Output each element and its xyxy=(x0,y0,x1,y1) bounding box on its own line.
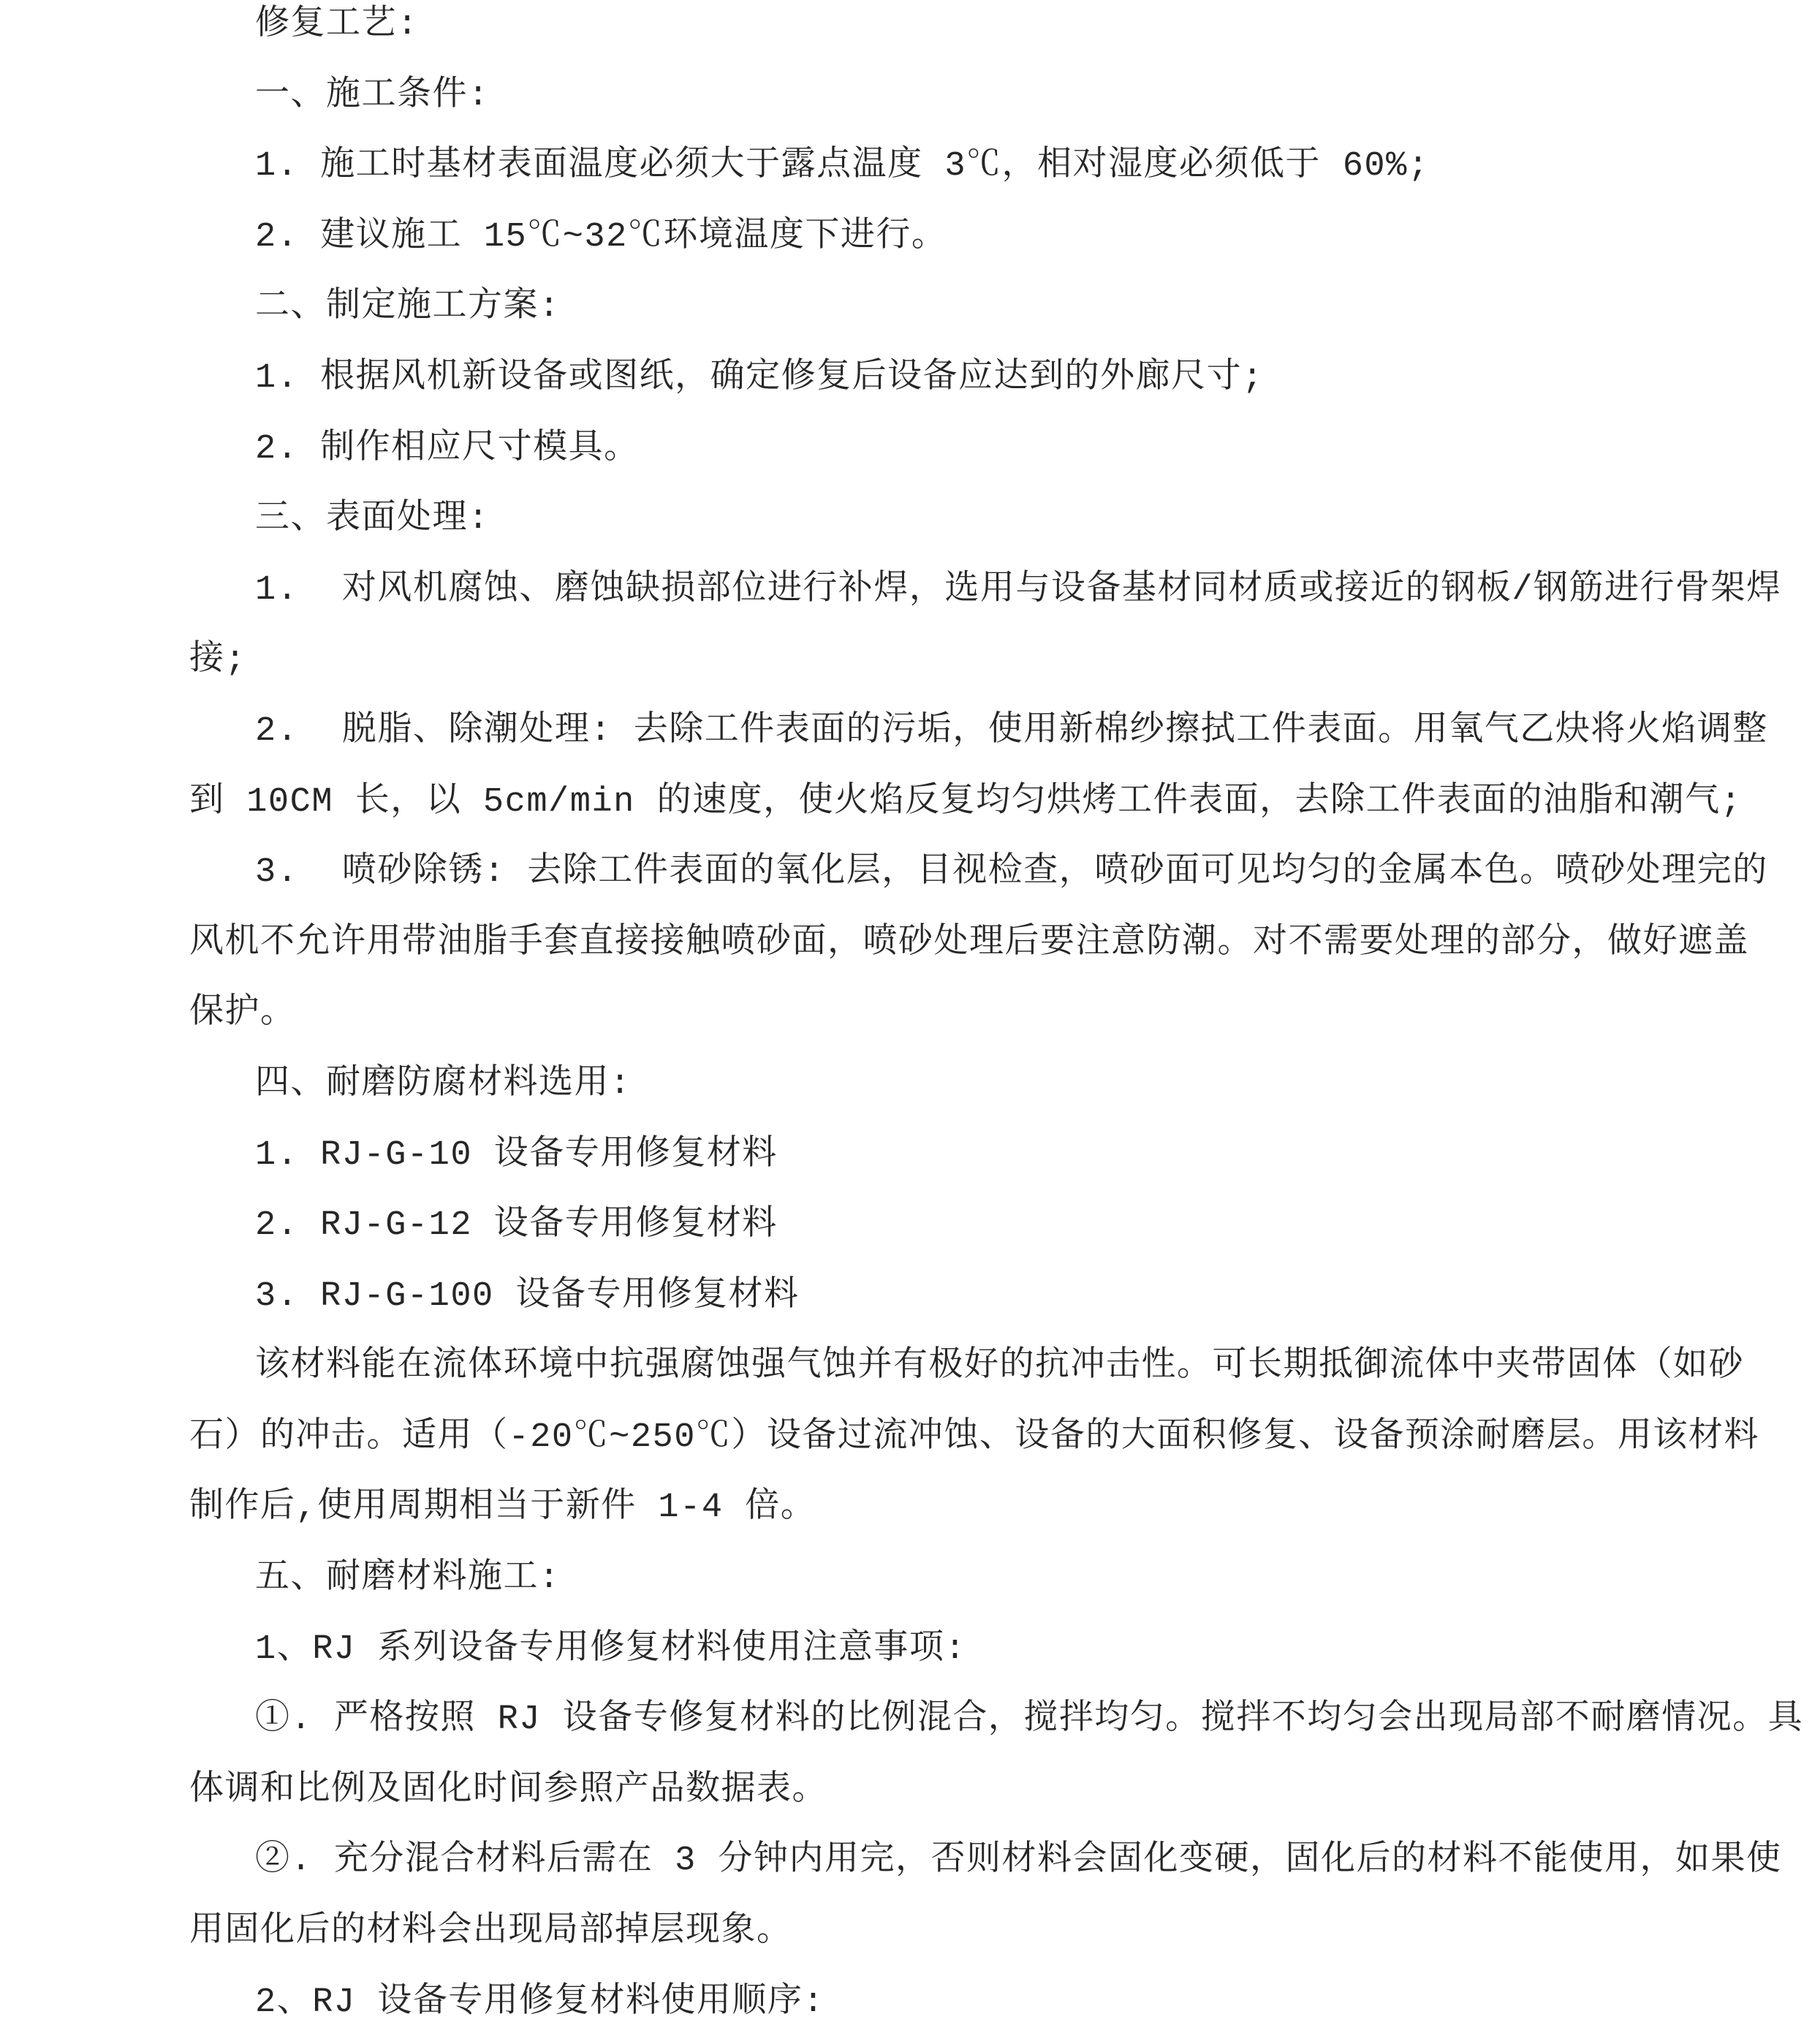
document-line: 用固化后的材料会出现局部掉层现象。 xyxy=(189,1912,792,1952)
document-line: 1、RJ 系列设备专用修复材料使用注意事项: xyxy=(255,1629,967,1669)
document-line: 1. 根据风机新设备或图纸，确定修复后设备应达到的外廊尺寸; xyxy=(255,358,1264,398)
document-line: 该材料能在流体环境中抗强腐蚀强气蚀并有极好的抗冲击性。可长期抵御流体中夹带固体（如砂 xyxy=(255,1347,1744,1387)
document-line: 2、RJ 设备专用修复材料使用顺序: xyxy=(255,1983,825,2022)
document-line: 3. RJ-G-100 设备专用修复材料 xyxy=(255,1276,800,1316)
document-line: 修复工艺: xyxy=(255,6,419,45)
document-line: 3. 喷砂除锈: 去除工件表面的氧化层，目视检查，喷砂面可见均匀的金属本色。喷砂处理完的 xyxy=(255,853,1768,893)
document-line: 2. 建议施工 15℃~32℃环境温度下进行。 xyxy=(255,217,947,257)
document-line: 五、耐磨材料施工: xyxy=(255,1559,561,1599)
document-line: 四、耐磨防腐材料选用: xyxy=(255,1064,632,1104)
document-line: ①. 严格按照 RJ 设备专修复材料的比例混合，搅拌均匀。搅拌不均匀会出现局部不耐磨情况。具 xyxy=(255,1700,1804,1740)
document-line: 1. 施工时基材表面温度必须大于露点温度 3℃，相对湿度必须低于 60%; xyxy=(255,147,1430,186)
document-line: 接; xyxy=(189,641,247,681)
document-line: 保护。 xyxy=(189,994,296,1034)
document-line: 2. 制作相应尺寸模具。 xyxy=(255,429,640,469)
document-line: 二、制定施工方案: xyxy=(255,288,561,328)
document-line: 1. 对风机腐蚀、磨蚀缺损部位进行补焊，选用与设备基材同材质或接近的钢板/钢筋进行骨架焊 xyxy=(255,570,1782,610)
document-line: 体调和比例及固化时间参照产品数据表。 xyxy=(189,1771,827,1810)
document-line: 到 10CM 长，以 5cm/min 的速度，使火焰反复均匀烘烤工件表面，去除工件表面的油脂和潮气; xyxy=(189,782,1743,822)
document-line: 一、施工条件: xyxy=(255,76,490,116)
document-line: 1. RJ-G-10 设备专用修复材料 xyxy=(255,1135,778,1175)
document-line: 2. RJ-G-12 设备专用修复材料 xyxy=(255,1206,778,1246)
document-line: 三、表面处理: xyxy=(255,500,490,540)
document-line: 石）的冲击。适用（-20℃~250℃）设备过流冲蚀、设备的大面积修复、设备预涂耐磨层。用该材料 xyxy=(189,1417,1759,1457)
document-line: 风机不允许用带油脂手套直接接触喷砂面，喷砂处理后要注意防潮。对不需要处理的部分，做好遮盖 xyxy=(189,923,1749,963)
document-line: ②. 充分混合材料后需在 3 分钟内用完，否则材料会固化变硬，固化后的材料不能使用，如果使 xyxy=(255,1842,1782,1881)
document-body xyxy=(189,0,1804,2038)
document-line: 2. 脱脂、除潮处理: 去除工件表面的污垢，使用新棉纱擦拭工件表面。用氧气乙炔将火焰调整 xyxy=(255,711,1768,751)
document-line: 制作后,使用周期相当于新件 1-4 倍。 xyxy=(189,1488,816,1528)
